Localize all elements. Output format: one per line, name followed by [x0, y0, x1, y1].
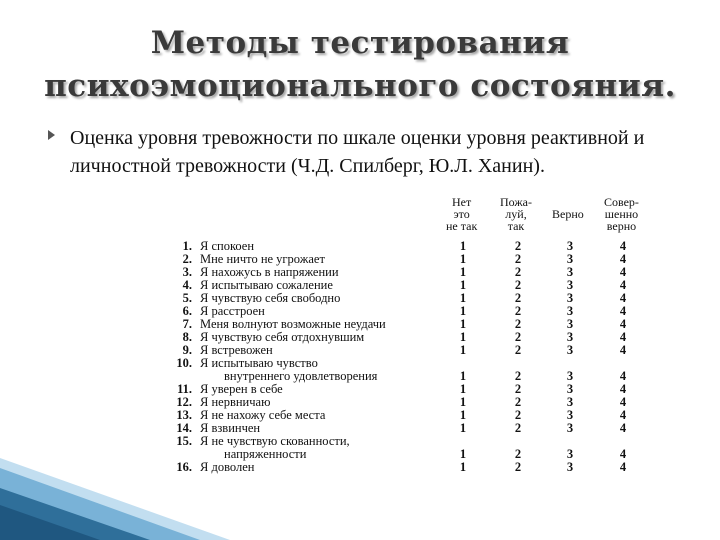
item-statement: Я спокоен: [200, 239, 255, 253]
score-value: 3: [566, 447, 574, 461]
item-statement: Я не чувствую скованности,: [200, 434, 350, 448]
score-value: 1: [459, 421, 467, 435]
column-header: Совер- шенно верно: [604, 195, 639, 233]
score-value: 3: [566, 252, 574, 266]
score-value: 2: [514, 239, 522, 253]
score-value: 2: [514, 421, 522, 435]
score-value: 1: [459, 304, 467, 318]
score-value: 3: [566, 291, 574, 305]
score-value: 4: [619, 395, 627, 409]
score-value: 3: [566, 460, 574, 474]
score-value: 2: [514, 304, 522, 318]
score-value: 2: [514, 317, 522, 331]
score-value: 3: [566, 304, 574, 318]
item-statement: Я испытываю сожаление: [200, 278, 333, 292]
score-value: 4: [619, 265, 627, 279]
item-number: 13.: [176, 408, 192, 422]
score-value: 4: [619, 239, 627, 253]
score-value: 3: [566, 382, 574, 396]
score-value: 1: [459, 265, 467, 279]
score-value: 2: [514, 265, 522, 279]
score-value: 3: [566, 421, 574, 435]
item-statement: напряженности: [224, 447, 307, 461]
score-value: 1: [459, 317, 467, 331]
score-value: 1: [459, 330, 467, 344]
score-value: 2: [514, 460, 522, 474]
item-number: 15.: [176, 434, 192, 448]
item-number: 11.: [177, 382, 192, 396]
score-value: 4: [619, 408, 627, 422]
score-value: 1: [459, 239, 467, 253]
item-statement: Я не нахожу себе места: [200, 408, 326, 422]
score-value: 2: [514, 408, 522, 422]
score-value: 1: [459, 395, 467, 409]
score-value: 1: [459, 382, 467, 396]
score-value: 4: [619, 278, 627, 292]
item-number: 9.: [182, 343, 192, 357]
item-number: 7.: [182, 317, 192, 331]
score-value: 3: [566, 265, 574, 279]
score-value: 3: [566, 330, 574, 344]
score-value: 1: [459, 252, 467, 266]
score-value: 3: [566, 395, 574, 409]
item-statement: Я чувствую себя отдохнувшим: [200, 330, 365, 344]
score-value: 1: [459, 291, 467, 305]
score-value: 4: [619, 252, 627, 266]
column-header: Пожа- луй, так: [500, 195, 532, 233]
item-statement: Я нахожусь в напряжении: [200, 265, 339, 279]
score-value: 4: [619, 317, 627, 331]
item-statement: Я уверен в себе: [200, 382, 283, 396]
score-value: 1: [459, 460, 467, 474]
item-statement: Я нервничаю: [200, 395, 271, 409]
item-number: 14.: [176, 421, 192, 435]
item-statement: Я расстроен: [200, 304, 265, 318]
score-value: 4: [619, 460, 627, 474]
score-value: 4: [619, 343, 627, 357]
score-value: 3: [566, 343, 574, 357]
score-value: 2: [514, 395, 522, 409]
title-line-2: психоэмоционального состояния.: [44, 68, 676, 104]
item-statement: Я доволен: [200, 460, 255, 474]
score-value: 4: [619, 369, 627, 383]
item-number: 16.: [176, 460, 192, 474]
item-number: 2.: [182, 252, 192, 266]
score-value: 1: [459, 408, 467, 422]
item-number: 8.: [182, 330, 192, 344]
item-number: 10.: [176, 356, 192, 370]
score-value: 1: [459, 447, 467, 461]
score-value: 2: [514, 369, 522, 383]
score-value: 2: [514, 278, 522, 292]
bullet-text: Оценка уровня тревожности по шкале оценки уровня реактивной и личностной тревожности (Ч.Д. Спилберг, Ю.Л. Ханин).: [70, 127, 645, 177]
item-number: 4.: [182, 278, 192, 292]
score-value: 3: [566, 408, 574, 422]
score-value: 4: [619, 421, 627, 435]
item-number: 12.: [176, 395, 192, 409]
score-value: 2: [514, 382, 522, 396]
item-statement: Я встревожен: [200, 343, 273, 357]
score-value: 2: [514, 330, 522, 344]
item-number: 3.: [182, 265, 192, 279]
score-value: 3: [566, 369, 574, 383]
item-number: 1.: [182, 239, 192, 253]
score-value: 4: [619, 291, 627, 305]
title-line-1: Методы тестирования: [150, 25, 570, 61]
score-value: 2: [514, 252, 522, 266]
score-value: 1: [459, 369, 467, 383]
score-value: 4: [619, 330, 627, 344]
item-statement: Меня волнуют возможные неудачи: [200, 317, 386, 331]
item-statement: внутреннего удовлетворения: [224, 369, 378, 383]
item-statement: Я испытываю чувство: [200, 356, 318, 370]
score-value: 1: [459, 278, 467, 292]
score-value: 4: [619, 382, 627, 396]
column-header: Верно: [552, 207, 584, 221]
column-header: Нет это не так: [446, 195, 478, 233]
score-value: 3: [566, 317, 574, 331]
item-statement: Я чувствую себя свободно: [200, 291, 341, 305]
score-value: 1: [459, 343, 467, 357]
score-value: 4: [619, 447, 627, 461]
item-statement: Я взвинчен: [200, 421, 261, 435]
score-value: 3: [566, 278, 574, 292]
score-value: 2: [514, 447, 522, 461]
item-number: 5.: [182, 291, 192, 305]
score-value: 3: [566, 239, 574, 253]
score-value: 2: [514, 291, 522, 305]
item-number: 6.: [182, 304, 192, 318]
score-value: 2: [514, 343, 522, 357]
item-statement: Мне ничто не угрожает: [200, 252, 325, 266]
score-value: 4: [619, 304, 627, 318]
